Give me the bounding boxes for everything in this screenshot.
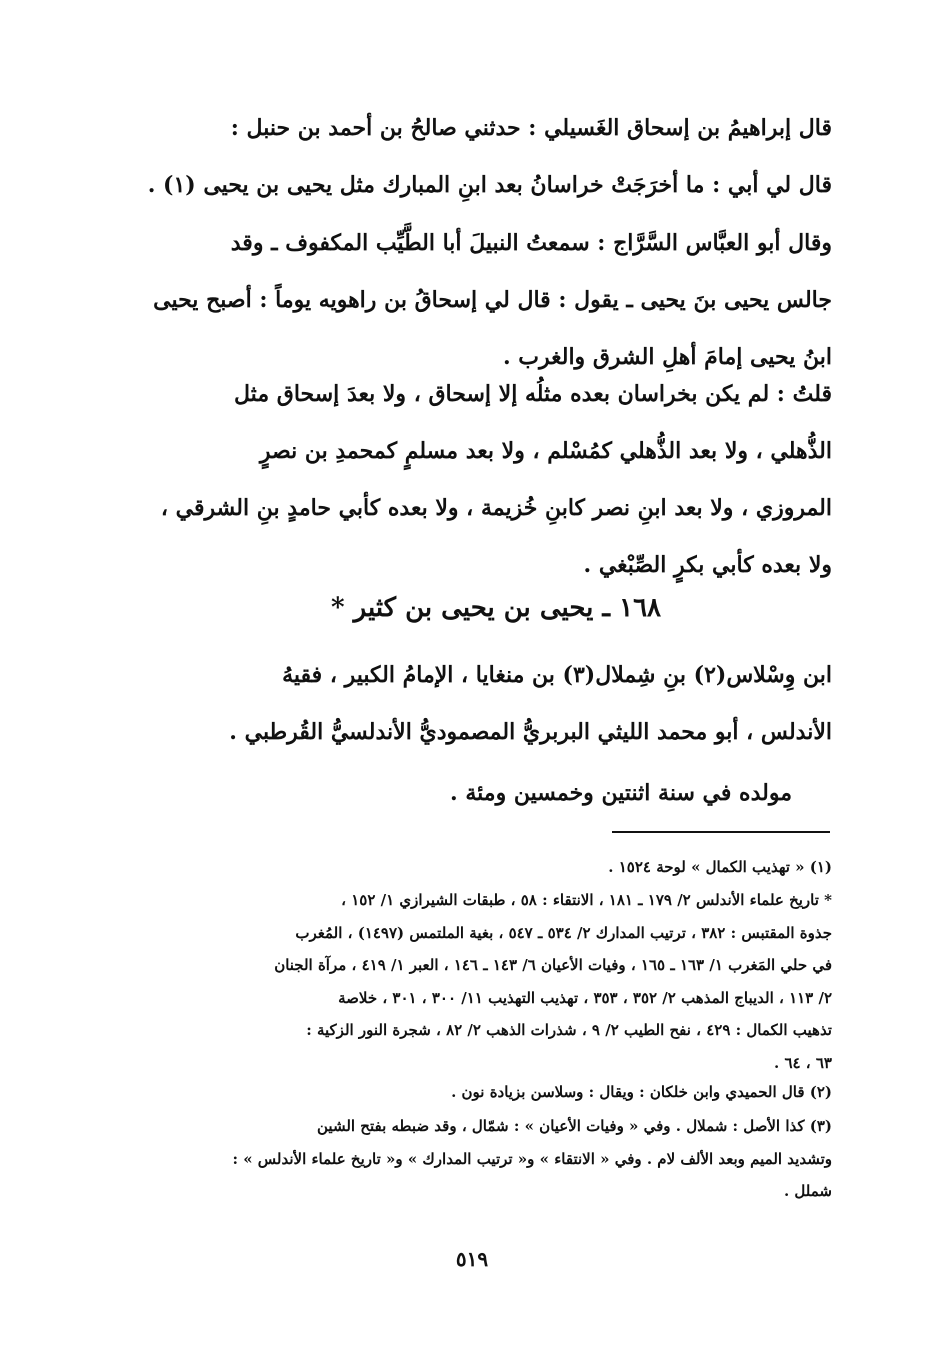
text-line: قلتُ : لم يكن بخراسان بعده مثلُه إلا إسحاق ، ولا بعدَ إسحاق مثل: [234, 381, 832, 407]
text-line: جالس يحيى بنَ يحيى ـ يقول : قال لي إسحاقُ بن راهويه يوماً : أصبح يحيى: [153, 287, 832, 313]
text-line: الأندلس ، أبو محمد الليثي البربريُّ المصموديُّ الأندلسيُّ القُرطبي .: [229, 719, 832, 745]
footnote-1: [160, 851, 832, 884]
footnote-sources: [160, 884, 832, 1079]
paragraph-abu-al-abbas-sarraj: [153, 215, 832, 386]
text-line: مولده في سنة اثنتين وخمسين ومئة .: [450, 780, 792, 806]
footnote-3: [160, 1110, 832, 1208]
footnote-line: (٣) كذا الأصل : شملال . وفي « وفيات الأعيان » : شمّال ، وقد ضبطه بفتح الشين: [317, 1117, 832, 1135]
paragraph-lineage: [160, 647, 832, 761]
footnote-line: تذهيب الكمال : ٤٢٩ ، نفح الطيب ٢/ ٩ ، شذرات الذهب ٢/ ٨٢ ، شجرة النور الزكية :: [306, 1021, 832, 1039]
paragraph-salih-ibn-hanbal: [147, 100, 832, 214]
footnote-line: (١) « تهذيب الكمال » لوحة ١٥٢٤ .: [608, 858, 832, 876]
footnote-line: وتشديد الميم وبعد الألف لام . وفي « الانتقاء » و« ترتيب المدارك » و« تاريخ علماء الأندلس » :: [232, 1149, 832, 1168]
paragraph-birth: [160, 765, 832, 822]
text-line: الذُّهلي ، ولا بعد الذُّهلي كمُسْلم ، ولا بعد مسلمٍ كمحمدِ بن نصرٍ: [259, 438, 832, 464]
footnote-line: (٢) قال الحميدي وابن خلكان : ويقال : وسلاسن بزيادة نون .: [451, 1083, 832, 1101]
text-line: قال لي أبي : ما أخرَجَتْ خراسانُ بعد ابنِ المبارك مثل يحيى بن يحيى (١) .: [147, 172, 832, 198]
footnote-line: جذوة المقتبس : ٣٨٢ ، ترتيب المدارك ٢/ ٥٣٤ ـ ٥٤٧ ، بغية الملتمس (١٤٩٧) ، المُغرب: [295, 923, 832, 942]
paragraph-author-comment: [160, 366, 832, 594]
text-line: ابن وِسْلاس(٢) بنِ شِملال(٣) بن منغايا ، الإمامُ الكبير ، فقيهُ: [282, 662, 832, 688]
footnote-separator: [612, 831, 830, 833]
text-line: المروزي ، ولا بعد ابنِ نصر كابنِ خُزيمة ، ولا بعده كأبي حامدٍ بنِ الشرقي ،: [160, 495, 832, 521]
footnote-line: ٦٣ ، ٦٤ .: [774, 1053, 832, 1072]
page-number: ٥١٩: [455, 1247, 489, 1271]
text-line: قال إبراهيمُ بن إسحاق الغَسيلي : حدثني صالحُ بن أحمد بن حنبل :: [230, 115, 832, 141]
footnote-line: ٢/ ١١٣ ، الديباج المذهب ٢/ ٣٥٢ ، ٣٥٣ ، تهذيب التهذيب ١١/ ٣٠٠ ، ٣٠١ ، خلاصة: [338, 988, 832, 1007]
footnote-line: في حلي المَغرب ١/ ١٦٣ ـ ١٦٥ ، وفيات الأعيان ٦/ ١٤٣ ـ ١٤٦ ، العبر ١/ ٤١٩ ، مرآة الجنان: [274, 956, 832, 974]
footnote-line: * تاريخ علماء الأندلس ٢/ ١٧٩ ـ ١٨١ ، الانتقاء : ٥٨ ، طبقات الشيرازي ١/ ١٥٢ ،: [341, 891, 832, 909]
footnote-line: شملل .: [783, 1182, 832, 1200]
footnote-2: [160, 1076, 832, 1109]
text-line: وقال أبو العبَّاس السَّرَّاج : سمعتُ النبيلَ أبا الطَّيِّب المكفوف ـ وقد: [230, 230, 832, 256]
entry-heading: ١٦٨ ـ يحيى بن يحيى بن كثير *: [330, 593, 662, 623]
text-line: ولا بعده كأبي بكرٍ الصِّبْغي .: [583, 552, 832, 578]
text-line: ابنُ يحيى إمامَ أهلِ الشرق والغرب .: [502, 344, 832, 370]
